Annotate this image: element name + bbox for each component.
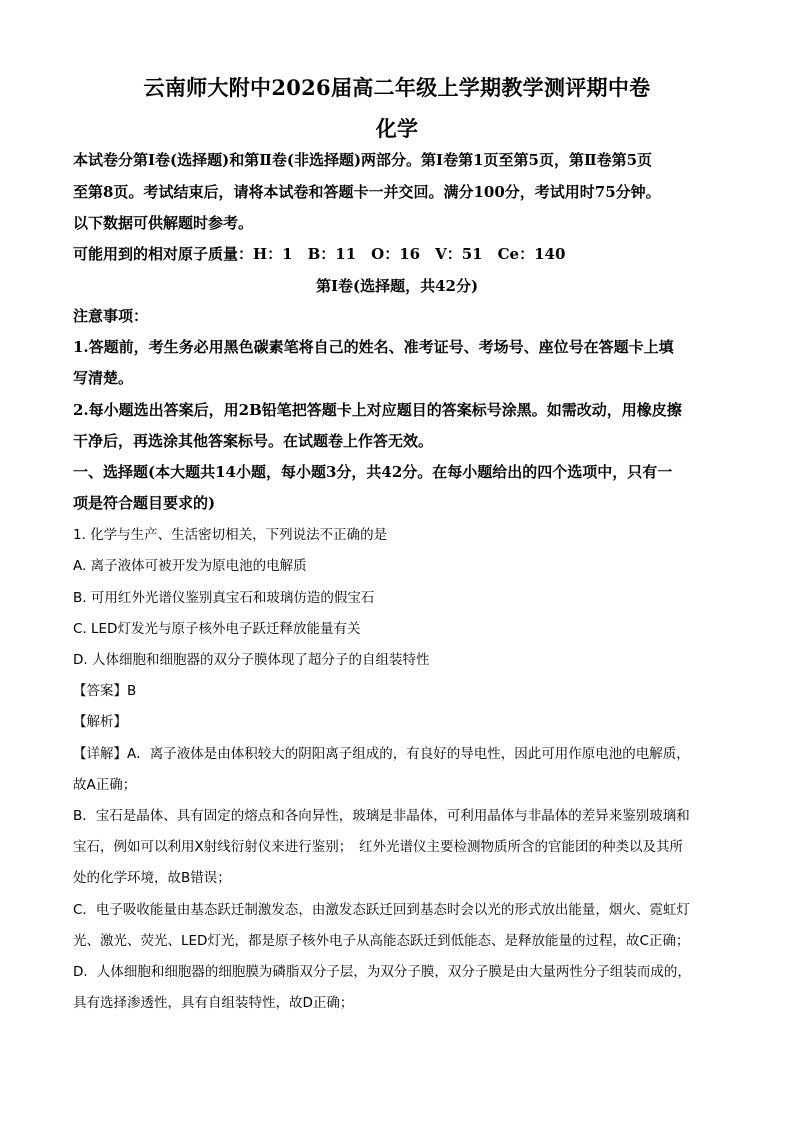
analysis-line: 具有选择渗透性，具有自组装特性，故D正确；	[73, 995, 354, 1011]
analysis-label: 【解析】	[73, 714, 127, 730]
section-heading: 第Ⅰ卷(选择题，共42分)	[315, 277, 479, 295]
subject-title: 化学	[375, 116, 419, 141]
analysis-line: B．宝石是晶体、具有固定的熔点和各向异性，玻璃是非晶体，可利用晶体与非晶体的差异来鉴别玻璃和	[73, 808, 690, 824]
analysis-line: C．电子吸收能量由基态跃迁制激发态，由激发态跃迁回到基态时会以光的形式放出能量，烟火、霓虹灯	[73, 902, 690, 918]
exam-title: 云南师大附中2026届高二年级上学期教学测评期中卷	[143, 75, 651, 100]
question-option: A. 离子液体可被开发为原电池的电解质	[73, 558, 307, 574]
note-item: 写清楚。	[73, 369, 134, 387]
note-item: 干净后，再选涂其他答案标号。在试题卷上作答无效。	[73, 432, 434, 450]
analysis-line: D．人体细胞和细胞器的细胞膜为磷脂双分子层，为双分子膜，双分子膜是由大量两性分子组装而成的，	[73, 964, 691, 980]
question-option: D. 人体细胞和细胞器的双分子膜体现了超分子的自组装特性	[73, 652, 430, 668]
question-option: B. 可用红外光谱仪鉴别真宝石和玻璃仿造的假宝石	[73, 590, 375, 606]
question-option: C. LED灯发光与原子核外电子跃迁释放能量有关	[73, 621, 361, 637]
answer-label: 【答案】B	[73, 683, 137, 699]
notes-heading: 注意事项：	[73, 307, 149, 325]
intro-line: 本试卷分第Ⅰ卷(选择题)和第Ⅱ卷(非选择题)两部分。第Ⅰ卷第1页至第5页，第Ⅱ卷第5页	[73, 151, 653, 169]
note-item: 1.答题前，考生务必用黑色碳素笔将自己的姓名、准考证号、考场号、座位号在答题卡上填	[73, 338, 674, 356]
analysis-line: 【详解】A．离子液体是由体积较大的阴阳离子组成的，有良好的导电性，因此可用作原电池的电解质，	[73, 746, 690, 762]
atomic-mass-line: 可能用到的相对原子质量：H：1 B：11 O：16 V：51 Ce：140	[73, 245, 566, 263]
analysis-line: 故A正确；	[73, 777, 137, 793]
note-item: 2.每小题选出答案后，用2B铅笔把答题卡上对应题目的答案标号涂黑。如需改动，用橡皮擦	[73, 401, 682, 419]
part-heading: 一、选择题(本大题共14小题，每小题3分，共42分。在每小题给出的四个选项中，只有一	[73, 463, 673, 481]
analysis-line: 处的化学环境，故B错误；	[73, 870, 231, 886]
intro-line: 以下数据可供解题时参考。	[73, 214, 254, 232]
question-stem: 1. 化学与生产、生活密切相关，下列说法不正确的是	[73, 527, 388, 543]
part-heading: 项是符合题目要求的)	[73, 494, 216, 512]
analysis-line: 宝石，例如可以利用X射线衍射仪来进行鉴别； 红外光谱仪主要检测物质所含的官能团的种类以及其所	[73, 839, 683, 855]
intro-line: 至第8页。考试结束后，请将本试卷和答题卡一并交回。满分100分，考试用时75分钟。	[73, 183, 661, 201]
analysis-line: 光、激光、荧光、LED灯光，都是原子核外电子从高能态跃迁到低能态、是释放能量的过程，故C正确；	[73, 933, 690, 949]
